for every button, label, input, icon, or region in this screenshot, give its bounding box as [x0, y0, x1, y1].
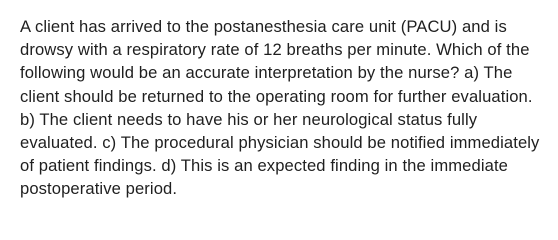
question-text: A client has arrived to the postanesthesia care unit (PACU) and is drowsy with a respiratory rate of 12 breaths per minute. Which of the following would be an accurate interpretation by the nurse? a) The client should be returned to the operating room for further evaluation. b) The client needs to have his or her neurological status fully evaluated. c) The procedural physician should be notified immediately of patient findings. d) This is an expected finding in the immediate postoperative period.: [20, 17, 540, 199]
